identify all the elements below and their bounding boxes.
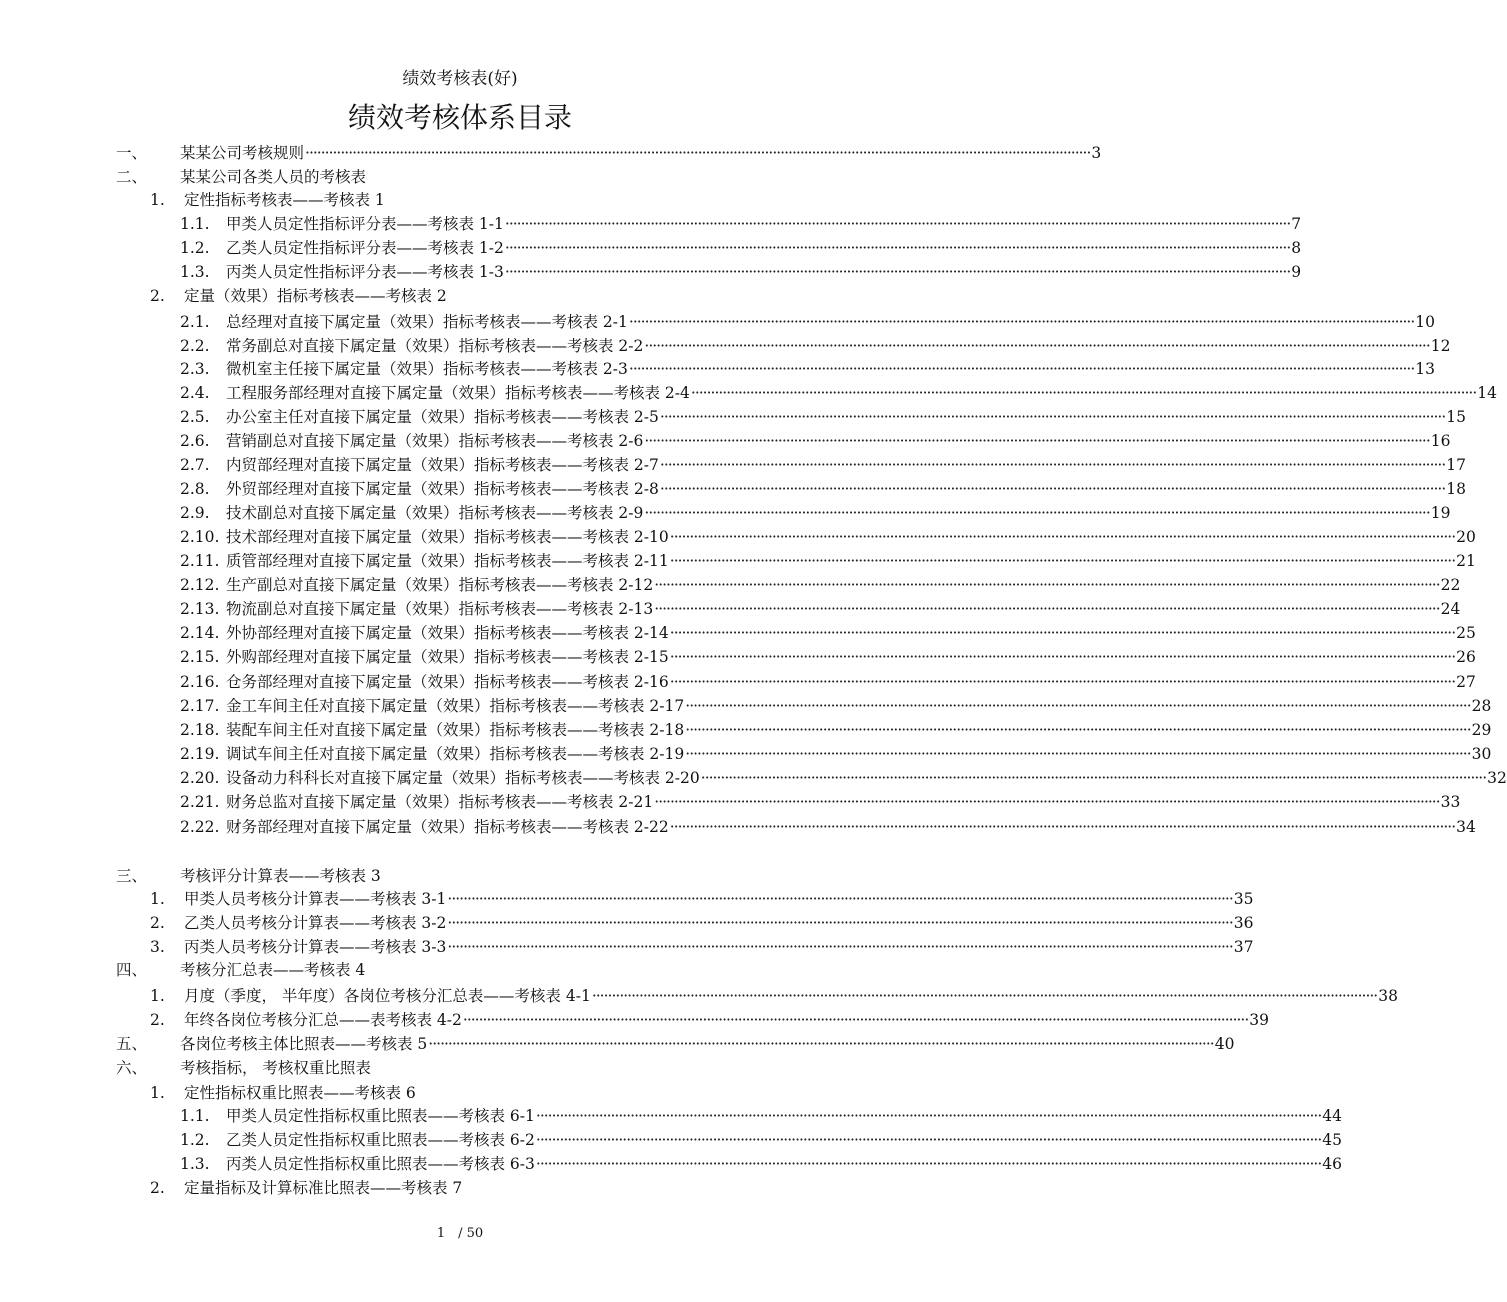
toc-entry-title: 定性指标权重比照表——考核表 6 [184,1084,416,1102]
toc-entry[interactable] [116,1032,1235,1056]
toc-entry-title: 年终各岗位考核分汇总——表考核表 4-2 [184,1011,462,1029]
toc-entry-number: 2.17. [180,697,220,715]
toc-entry-title: 外购部经理对直接下属定量（效果）指标考核表——考核表 2-15 [226,648,669,666]
toc-entry-page: 18 [1446,480,1467,498]
toc-entry-title: 定量（效果）指标考核表——考核表 2 [184,287,447,305]
toc-entry-title: 设备动力科科长对直接下属定量（效果）指标考核表——考核表 2-20 [226,769,700,787]
toc-entry-title: 质管部经理对直接下属定量（效果）指标考核表——考核表 2-11 [226,552,669,570]
toc-entry-number: 2.8. [180,480,210,498]
toc-dot-leader: ········································································································································································································ [447,914,1233,932]
toc-entry-number: 1.2. [180,1131,210,1149]
document-header: 绩效考核表(好) [402,69,518,89]
toc-entry-number: 2.18. [180,721,220,739]
toc-entry-number: 2.12. [180,576,220,594]
toc-entry-page: 21 [1456,552,1476,570]
toc-entry-number: 2.14. [180,624,220,642]
toc-entry[interactable] [180,1128,1343,1152]
toc-entry[interactable] [180,742,1492,766]
toc-entry[interactable] [180,236,1302,260]
toc-dot-leader: ········································································································································································································ [669,648,1456,666]
toc-entry-page: 7 [1291,215,1302,233]
toc-entry-number: 三、 [116,867,148,885]
toc-entry-title: 财务总监对直接下属定量（效果）指标考核表——考核表 2-21 [226,793,654,811]
toc-entry[interactable] [180,477,1467,501]
toc-entry-title: 甲类人员定性指标权重比照表——考核表 6-1 [226,1107,535,1125]
toc-dot-leader: ········································································································································································································ [644,504,1430,522]
toc-entry[interactable] [180,212,1302,236]
toc-dot-leader: ········································································································································································································ [659,408,1446,426]
toc-entry-number: 3. [150,938,165,956]
toc-entry-number: 2.5. [180,408,210,426]
toc-entry[interactable] [180,453,1467,477]
toc-entry[interactable] [180,549,1476,573]
toc-dot-leader: ········································································································································································································ [628,313,1415,331]
toc-entry-number: 2. [150,1011,165,1029]
page-title: 绩效考核体系目录 [347,101,572,134]
toc-dot-leader: ········································································································································································································ [654,576,1440,594]
toc-entry-title: 技术部经理对直接下属定量（效果）指标考核表——考核表 2-10 [226,528,669,546]
toc-entry-number: 1. [150,890,165,908]
toc-entry[interactable] [180,766,1507,790]
toc-entry-number: 2.2. [180,337,210,355]
toc-entry-page: 27 [1456,673,1476,691]
toc-entry-page: 14 [1477,384,1498,402]
toc-entry-page: 34 [1456,818,1476,836]
toc-entry-number: 1.1. [180,1107,210,1125]
toc-entry-number: 2.3. [180,360,210,378]
toc-entry-page: 28 [1471,697,1492,715]
toc-entry[interactable] [150,911,1254,935]
toc-entry-page: 37 [1233,938,1254,956]
toc-entry[interactable] [116,958,822,982]
toc-entry[interactable] [150,188,822,212]
toc-entry-page: 29 [1471,721,1492,739]
toc-entry-page: 24 [1440,600,1461,618]
toc-entry[interactable] [180,381,1498,405]
toc-entry[interactable] [180,790,1461,814]
toc-entry-number: 1.2. [180,239,210,257]
toc-dot-leader: ········································································································································································································ [504,263,1291,281]
toc-entry-page: 9 [1291,263,1302,281]
toc-entry-title: 微机室主任接下属定量（效果）指标考核表——考核表 2-3 [226,360,628,378]
toc-entry-number: 2.15. [180,648,220,666]
toc-entry-number: 2.21. [180,793,220,811]
toc-dot-leader: ········································································································································································································ [690,384,1477,402]
toc-dot-leader: ········································································································································································································ [654,600,1440,618]
toc-entry-title: 调试车间主任对直接下属定量（效果）指标考核表——考核表 2-19 [226,745,685,763]
toc-entry-number: 1.3. [180,1155,210,1173]
toc-entry[interactable] [116,1056,822,1080]
toc-entry-page: 44 [1322,1107,1343,1125]
toc-entry-title: 定性指标考核表——考核表 1 [184,191,385,209]
toc-entry-title: 乙类人员定性指标权重比照表——考核表 6-2 [226,1131,535,1149]
toc-entry[interactable] [180,310,1436,334]
toc-dot-leader: ········································································································································································································ [644,432,1430,450]
toc-entry-number: 1.3. [180,263,210,281]
toc-entry-title: 外协部经理对直接下属定量（效果）指标考核表——考核表 2-14 [226,624,669,642]
toc-entry-number: 四、 [116,961,148,979]
toc-entry-page: 15 [1446,408,1467,426]
toc-dot-leader: ········································································································································································································ [504,239,1291,257]
toc-entry-number: 一、 [116,144,148,162]
toc-entry-title: 甲类人员考核分计算表——考核表 3-1 [184,890,447,908]
toc-entry[interactable] [180,597,1461,621]
page-number-footer: 1 / 50 [436,1226,484,1241]
toc-entry-title: 各岗位考核主体比照表——考核表 5 [180,1035,428,1053]
toc-dot-leader: ········································································································································································································ [535,1131,1322,1149]
toc-entry[interactable] [180,1104,1343,1128]
toc-dot-leader: ········································································································································································································ [659,456,1446,474]
toc-entry-number: 1. [150,987,165,1005]
toc-entry[interactable] [180,573,1461,597]
toc-dot-leader: ········································································································································································································ [669,818,1456,836]
toc-entry-page: 19 [1430,504,1451,522]
toc-entry-number: 六、 [116,1059,148,1077]
toc-entry[interactable] [180,334,1451,358]
toc-entry-number: 2.9. [180,504,210,522]
toc-dot-leader: ········································································································································································································ [669,552,1456,570]
toc-entry-number: 五、 [116,1035,148,1053]
toc-dot-leader: ········································································································································································································ [644,337,1430,355]
toc-dot-leader: ········································································································································································································ [685,697,1471,715]
toc-entry-title: 考核评分计算表——考核表 3 [180,867,381,885]
toc-entry-number: 2.16. [180,673,220,691]
toc-entry-number: 2.1. [180,313,210,331]
toc-entry-title: 工程服务部经理对直接下属定量（效果）指标考核表——考核表 2-4 [226,384,690,402]
toc-entry-title: 办公室主任对直接下属定量（效果）指标考核表——考核表 2-5 [226,408,659,426]
toc-entry[interactable] [180,405,1467,429]
toc-dot-leader: ········································································································································································································ [669,673,1456,691]
toc-entry-page: 45 [1322,1131,1343,1149]
toc-entry[interactable] [150,1176,822,1200]
toc-entry-number: 1. [150,191,165,209]
toc-dot-leader: ········································································································································································································ [447,938,1233,956]
toc-entry-page: 20 [1456,528,1476,546]
toc-entry-title: 技术副总对直接下属定量（效果）指标考核表——考核表 2-9 [226,504,644,522]
toc-entry-page: 40 [1214,1035,1235,1053]
toc-dot-leader: ········································································································································································································ [535,1155,1322,1173]
toc-entry[interactable] [180,1152,1343,1176]
toc-entry-page: 32 [1487,769,1507,787]
toc-entry-title: 外贸部经理对直接下属定量（效果）指标考核表——考核表 2-8 [226,480,659,498]
toc-entry-title: 考核指标， 考核权重比照表 [180,1059,371,1077]
toc-entry[interactable] [180,694,1492,718]
toc-dot-leader: ········································································································································································································ [504,215,1291,233]
toc-dot-leader: ········································································································································································································ [447,890,1233,908]
toc-entry-title: 某某公司各类人员的考核表 [180,168,367,186]
toc-entry-title: 常务副总对直接下属定量（效果）指标考核表——考核表 2-2 [226,337,644,355]
toc-dot-leader: ········································································································································································································ [591,987,1378,1005]
toc-entry[interactable] [116,141,1102,165]
toc-entry-page: 36 [1233,914,1254,932]
toc-entry-number: 二、 [116,168,148,186]
toc-entry[interactable] [180,357,1436,381]
toc-entry-page: 25 [1456,624,1476,642]
toc-entry-title: 财务部经理对直接下属定量（效果）指标考核表——考核表 2-22 [226,818,669,836]
toc-entry-title: 物流副总对直接下属定量（效果）指标考核表——考核表 2-13 [226,600,654,618]
toc-dot-leader: ········································································································································································································ [685,745,1471,763]
toc-entry[interactable] [150,984,1398,1008]
toc-entry-title: 定量指标及计算标准比照表——考核表 7 [184,1179,463,1197]
toc-entry[interactable] [180,260,1302,284]
toc-entry-title: 仓务部经理对直接下属定量（效果）指标考核表——考核表 2-16 [226,673,669,691]
toc-entry-title: 丙类人员考核分计算表——考核表 3-3 [184,938,447,956]
toc-entry-number: 2.6. [180,432,210,450]
toc-dot-leader: ········································································································································································································ [669,528,1456,546]
toc-entry-number: 2. [150,287,165,305]
toc-entry-number: 2. [150,1179,165,1197]
toc-entry[interactable] [150,1008,1270,1032]
toc-entry-title: 丙类人员定性指标评分表——考核表 1-3 [226,263,504,281]
toc-entry-page: 46 [1322,1155,1343,1173]
toc-entry-page: 10 [1415,313,1436,331]
toc-entry[interactable] [150,1081,822,1105]
toc-entry[interactable] [180,501,1451,525]
toc-entry-number: 1. [150,1084,165,1102]
toc-dot-leader: ········································································································································································································ [462,1011,1249,1029]
toc-entry[interactable] [150,284,822,308]
toc-entry-number: 2.4. [180,384,210,402]
toc-entry-title: 金工车间主任对直接下属定量（效果）指标考核表——考核表 2-17 [226,697,685,715]
toc-entry[interactable] [116,864,822,888]
toc-entry-page: 16 [1430,432,1451,450]
toc-entry-number: 2.10. [180,528,220,546]
toc-entry[interactable] [180,525,1476,549]
toc-entry[interactable] [150,935,1254,959]
toc-entry-title: 某某公司考核规则 [180,144,305,162]
toc-entry-title: 丙类人员定性指标权重比照表——考核表 6-3 [226,1155,535,1173]
toc-entry-number: 2.7. [180,456,210,474]
toc-entry-title: 乙类人员考核分计算表——考核表 3-2 [184,914,447,932]
toc-entry-number: 2. [150,914,165,932]
toc-entry-page: 3 [1091,144,1102,162]
toc-entry[interactable] [180,645,1476,669]
toc-entry[interactable] [180,429,1451,453]
toc-entry-title: 内贸部经理对直接下属定量（效果）指标考核表——考核表 2-7 [226,456,659,474]
toc-entry-page: 26 [1456,648,1476,666]
toc-entry-page: 30 [1471,745,1492,763]
toc-entry-title: 月度（季度， 半年度）各岗位考核分汇总表——考核表 4-1 [184,987,591,1005]
toc-entry[interactable] [180,815,1476,839]
toc-entry-page: 8 [1291,239,1302,257]
toc-entry-number: 2.11. [180,552,220,570]
toc-entry-page: 35 [1233,890,1254,908]
toc-dot-leader: ········································································································································································································ [654,793,1440,811]
toc-entry-number: 2.22. [180,818,220,836]
toc-entry-title: 生产副总对直接下属定量（效果）指标考核表——考核表 2-12 [226,576,654,594]
toc-entry-page: 12 [1430,337,1451,355]
toc-dot-leader: ········································································································································································································ [535,1107,1322,1125]
toc-entry-number: 2.20. [180,769,220,787]
toc-dot-leader: ········································································································································································································ [428,1035,1214,1053]
toc-entry-page: 39 [1249,1011,1270,1029]
toc-entry-page: 33 [1440,793,1461,811]
toc-entry[interactable] [180,621,1476,645]
toc-dot-leader: ········································································································································································································ [305,144,1091,162]
toc-dot-leader: ········································································································································································································ [669,624,1456,642]
toc-entry-page: 38 [1378,987,1398,1005]
toc-entry[interactable] [180,718,1492,742]
toc-entry-title: 考核分汇总表——考核表 4 [180,961,366,979]
toc-entry-title: 总经理对直接下属定量（效果）指标考核表——考核表 2-1 [226,313,628,331]
toc-dot-leader: ········································································································································································································ [700,769,1487,787]
toc-entry-number: 1.1. [180,215,210,233]
toc-entry-title: 营销副总对直接下属定量（效果）指标考核表——考核表 2-6 [226,432,644,450]
toc-dot-leader: ········································································································································································································ [659,480,1446,498]
toc-entry-page: 17 [1446,456,1467,474]
toc-entry[interactable] [116,165,822,189]
toc-entry[interactable] [150,887,1254,911]
toc-entry-title: 乙类人员定性指标评分表——考核表 1-2 [226,239,504,257]
toc-dot-leader: ········································································································································································································ [685,721,1471,739]
toc-entry-page: 22 [1440,576,1461,594]
toc-entry-number: 2.13. [180,600,220,618]
toc-entry-page: 13 [1415,360,1436,378]
toc-entry[interactable] [180,670,1476,694]
toc-entry-number: 2.19. [180,745,220,763]
toc-entry-title: 装配车间主任对直接下属定量（效果）指标考核表——考核表 2-18 [226,721,685,739]
toc-dot-leader: ········································································································································································································ [628,360,1415,378]
toc-entry-title: 甲类人员定性指标评分表——考核表 1-1 [226,215,504,233]
